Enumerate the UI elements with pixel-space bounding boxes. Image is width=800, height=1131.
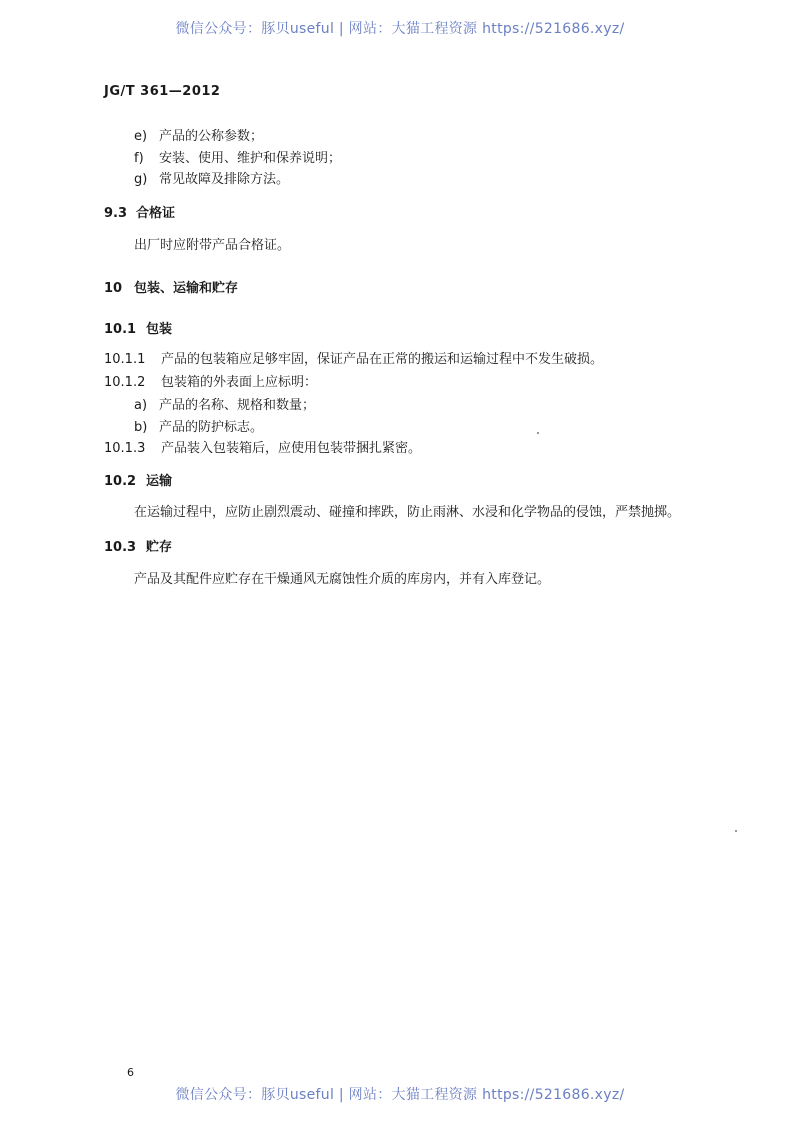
- clause-10-1-2: [104, 371, 317, 390]
- page-number: 6: [127, 1066, 134, 1079]
- clause-number: 10.1.2: [104, 375, 146, 390]
- section-10-3-heading: [104, 536, 172, 555]
- section-9-3-heading: [104, 202, 175, 221]
- list-marker: a): [134, 398, 148, 413]
- list-text: 安装、使用、维护和保养说明；: [159, 151, 342, 166]
- section-10-1-heading: [104, 318, 172, 337]
- list-marker: b): [134, 420, 148, 435]
- section-9-3-body: 出厂时应附带产品合格证。: [134, 238, 291, 253]
- list-text: 产品的防护标志。: [159, 420, 264, 435]
- clause-text: 包装箱的外表面上应标明：: [161, 375, 318, 390]
- watermark-top: 微信公众号：豚贝useful | 网站：大猫工程资源 https://521686.xyz/: [175, 21, 625, 37]
- scan-speck: [735, 830, 737, 832]
- clause-10-1-3: [104, 437, 421, 456]
- list-marker: e): [134, 129, 148, 144]
- list-item-b: [134, 416, 263, 435]
- section-number: 10.3: [104, 540, 137, 555]
- list-text: 产品的公称参数；: [159, 129, 264, 144]
- clause-number: 10.1.1: [104, 352, 146, 367]
- section-10-2-body: 在运输过程中，应防止剧烈震动、碰撞和摔跌，防止雨淋、水浸和化学物品的侵蚀，严禁抛掷。: [134, 505, 681, 520]
- section-number: 10: [104, 281, 123, 296]
- list-text: 常见故障及排除方法。: [159, 172, 290, 187]
- list-item-g: [134, 168, 289, 187]
- section-title: 贮存: [146, 540, 173, 555]
- section-title: 包装: [146, 322, 173, 337]
- section-10-heading: [104, 277, 238, 296]
- watermark-bottom: 微信公众号：豚贝useful | 网站：大猫工程资源 https://521686.xyz/: [175, 1087, 625, 1103]
- clause-text: 产品装入包装箱后，应使用包装带捆扎紧密。: [161, 441, 422, 456]
- list-text: 产品的名称、规格和数量；: [159, 398, 316, 413]
- section-10-3-body: 产品及其配件应贮存在干燥通风无腐蚀性介质的库房内，并有入库登记。: [134, 572, 551, 587]
- section-number: 9.3: [104, 206, 128, 221]
- list-marker: f): [134, 151, 144, 166]
- section-title: 包装、运输和贮存: [134, 281, 239, 296]
- list-item-e: [134, 125, 263, 144]
- clause-number: 10.1.3: [104, 441, 146, 456]
- section-number: 10.1: [104, 322, 137, 337]
- list-item-f: [134, 147, 341, 166]
- clause-10-1-1: [104, 348, 603, 367]
- list-item-a: [134, 394, 315, 413]
- clause-text: 产品的包装箱应足够牢固，保证产品在正常的搬运和运输过程中不发生破损。: [161, 352, 604, 367]
- section-number: 10.2: [104, 474, 137, 489]
- scan-speck: [537, 432, 539, 434]
- list-marker: g): [134, 172, 148, 187]
- standard-code: JG/T 361—2012: [104, 84, 221, 99]
- section-title: 运输: [146, 474, 173, 489]
- section-title: 合格证: [136, 206, 176, 221]
- section-10-2-heading: [104, 470, 172, 489]
